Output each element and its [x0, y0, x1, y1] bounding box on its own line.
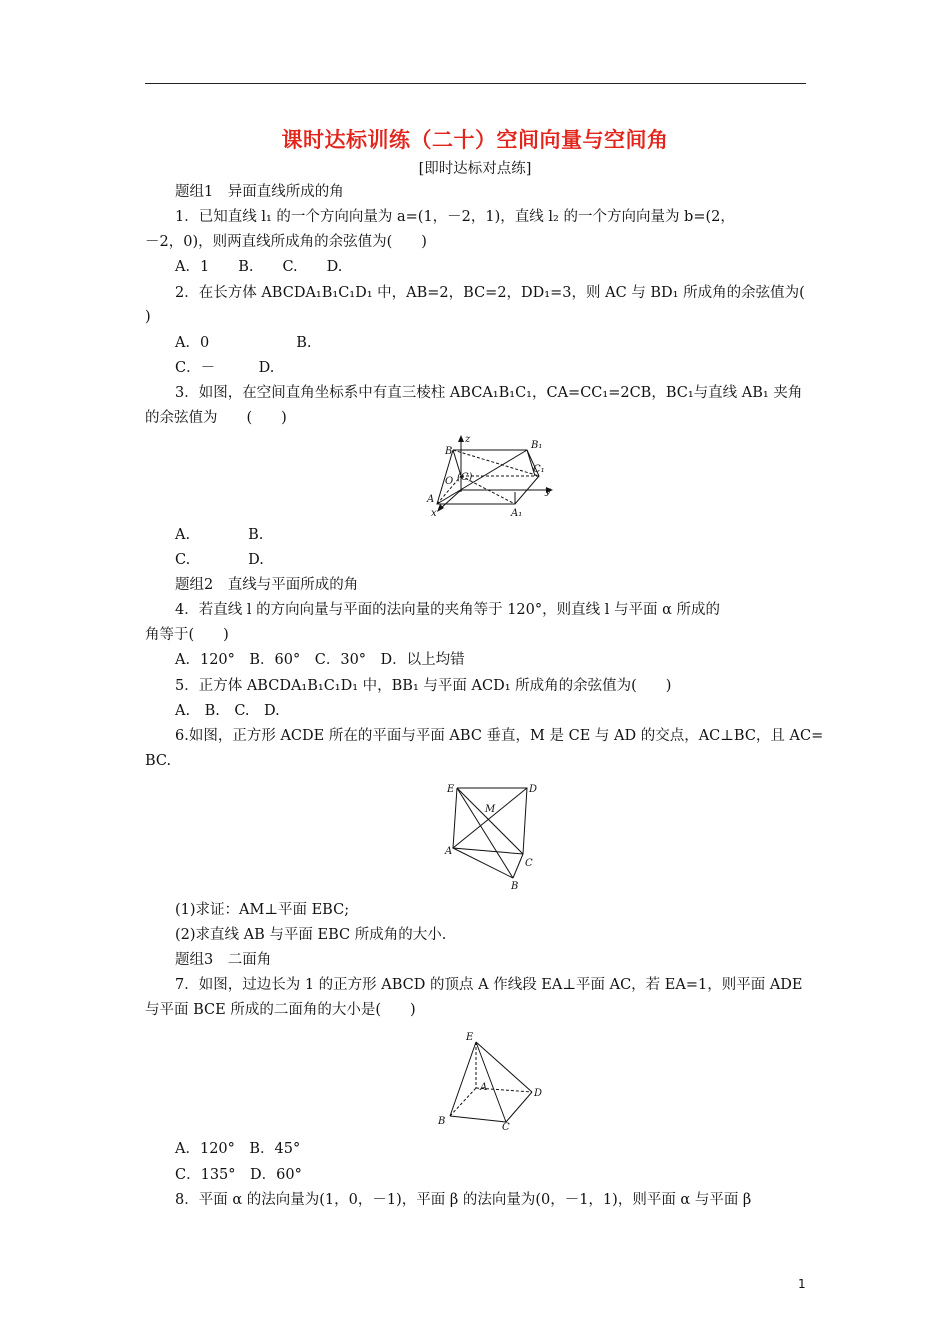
page-title: 课时达标训练（二十）空间向量与空间角 [281, 128, 669, 152]
q1-line1: 1．已知直线 l₁ 的一个方向向量为 a=(1，－2，1)，直线 l₂ 的一个方向向量为 b=(2， [175, 209, 735, 225]
q7-options-1: A．120° B．45° [175, 1141, 301, 1157]
q7-label-c: C [502, 1122, 510, 1133]
q3-label-c: (C) [457, 472, 473, 483]
q6-figure-square-pyramid [443, 778, 543, 890]
page-subtitle: [即时达标对点练] [418, 161, 532, 177]
q7-line1: 7．如图，过边长为 1 的正方形 ABCD 的顶点 A 作线段 EA⊥平面 AC，若 EA=1，则平面 ADE [175, 977, 803, 993]
q3-label-a: A [427, 494, 435, 505]
q4-options: A．120° B．60° C．30° D．以上均错 [175, 652, 465, 668]
q7-label-b: B [438, 1116, 446, 1127]
q2-line2: ) [145, 309, 151, 325]
q7-line2: 与平面 BCE 所成的二面角的大小是( ) [145, 1002, 416, 1018]
q5-line1: 5．正方体 ABCDA₁B₁C₁D₁ 中，BB₁ 与平面 ACD₁ 所成角的余弦值为( ) [175, 678, 672, 694]
q3-label-a1: A₁ [511, 508, 523, 519]
q7-options-2: C．135° D．60° [175, 1167, 302, 1183]
q6-label-e: E [447, 784, 455, 795]
q5-options: A. B. C. D. [175, 703, 280, 719]
q6-label-a: A [445, 846, 453, 857]
q1-line2: －2，0)，则两直线所成角的余弦值为( ) [145, 234, 427, 250]
q3-label-y: y [545, 486, 551, 497]
q6-line1: 6.如图，正方形 ACDE 所在的平面与平面 ABC 垂直，M 是 CE 与 AD 的交点，AC⊥BC，且 AC= [175, 728, 824, 744]
q6-label-m: M [485, 804, 496, 815]
page-number: 1 [798, 1277, 806, 1291]
q3-label-o: O [445, 476, 454, 487]
q4-line1: 4．若直线 l 的方向向量与平面的法向量的夹角等于 120°，则直线 l 与平面 α 所成的 [175, 602, 720, 618]
q6-label-c: C [525, 858, 533, 869]
group-heading-1: 题组1 异面直线所成的角 [175, 184, 344, 200]
q3-label-b: B [445, 446, 453, 457]
q3-figure-prism [425, 432, 565, 518]
q3-label-z: z [465, 434, 471, 445]
q4-line2: 角等于( ) [145, 627, 229, 643]
q3-label-c1: C₁ [533, 464, 545, 475]
q3-label-x: x [431, 508, 437, 519]
q3-label-b1: B₁ [531, 440, 543, 451]
header-rule [145, 83, 806, 84]
q6-sub2: (2)求直线 AB 与平面 EBC 所成角的大小. [175, 927, 447, 943]
q2-options-1: A．0 B. [175, 335, 312, 351]
group-heading-2: 题组2 直线与平面所成的角 [175, 577, 359, 593]
q7-label-d: D [534, 1088, 543, 1099]
q2-options-2: C．－ D. [175, 360, 275, 376]
q7-label-e: E [466, 1032, 474, 1043]
group-heading-3: 题组3 二面角 [175, 952, 272, 968]
q2-line1: 2．在长方体 ABCDA₁B₁C₁D₁ 中，AB=2，BC=2，DD₁=3，则 AC 与 BD₁ 所成角的余弦值为( [175, 285, 805, 301]
q7-figure-pyramid [436, 1030, 548, 1133]
q3-line2: 的余弦值为 ( ) [145, 410, 287, 426]
q3-options-1: A. B. [175, 527, 264, 543]
q3-line1: 3．如图，在空间直角坐标系中有直三棱柱 ABCA₁B₁C₁，CA=CC₁=2CB，BC₁与直线 AB₁ 夹角 [175, 385, 803, 401]
q6-line2: BC. [145, 753, 172, 769]
q7-label-a: A [480, 1082, 488, 1093]
q6-label-b: B [511, 881, 519, 892]
q6-sub1: (1)求证：AM⊥平面 EBC; [175, 902, 350, 918]
q8-line1: 8．平面 α 的法向量为(1，0，－1)，平面 β 的法向量为(0，－1，1)，则平面 α 与平面 β [175, 1192, 752, 1208]
q3-options-2: C. D. [175, 552, 264, 568]
q1-options: A．1 B. C. D. [175, 259, 343, 275]
q6-label-d: D [529, 784, 538, 795]
